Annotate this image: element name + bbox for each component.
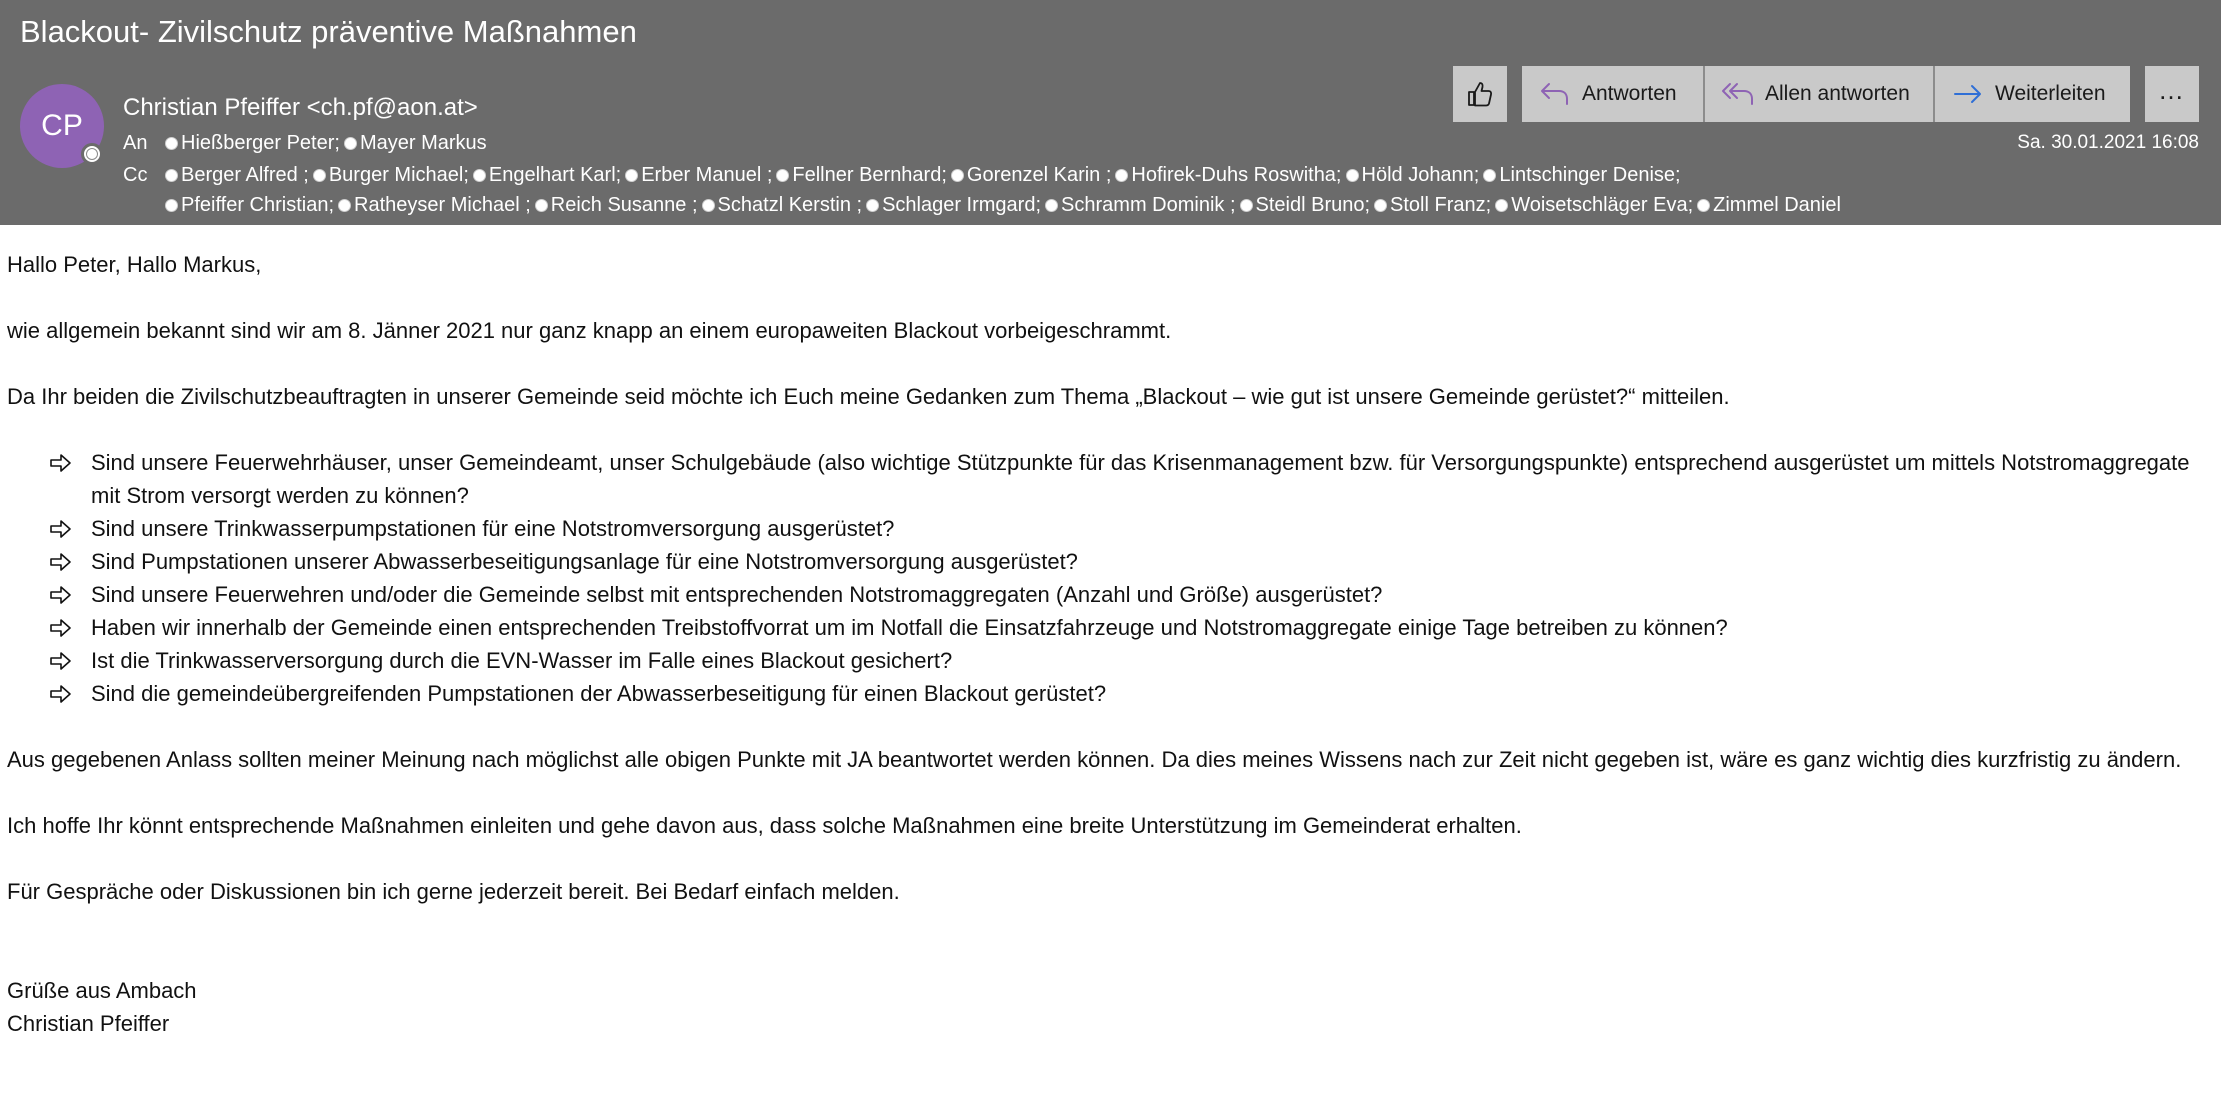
list-item — [7, 512, 2207, 545]
recipient-name: Gorenzel Karin ; — [966, 164, 1112, 186]
presence-dot-icon — [1346, 169, 1359, 182]
avatar-initials: CP — [41, 109, 83, 142]
reply-all-label: Allen antworten — [1765, 82, 1910, 105]
recipient-name: Pfeiffer Christian; — [181, 194, 335, 216]
forward-arrow-icon — [1951, 77, 1985, 111]
like-button[interactable] — [1453, 66, 1507, 122]
list-item-text: Sind unsere Feuerwehren und/oder die Gemeinde selbst mit entsprechenden Notstromaggregaten (Anzahl und Größe) ausgerüstet? — [91, 582, 1383, 607]
recipient-name: Schramm Dominik ; — [1061, 194, 1236, 216]
recipient-name: Berger Alfred ; — [181, 164, 309, 186]
presence-dot-icon — [625, 169, 638, 182]
presence-dot-icon — [344, 137, 357, 150]
presence-dot-icon — [1045, 199, 1058, 212]
to-recipients — [165, 132, 491, 155]
forward-button[interactable] — [1935, 66, 2130, 122]
list-item-text: Sind die gemeindeübergreifenden Pumpstationen der Abwasserbeseitigung für einen Blackout gerüstet? — [91, 681, 1107, 706]
recipient-name: Schlager Irmgard; — [882, 194, 1042, 216]
recipient[interactable] — [338, 194, 531, 217]
recipient[interactable] — [1483, 164, 1680, 187]
arrow-bullet-icon — [49, 518, 73, 540]
recipient[interactable] — [535, 194, 698, 217]
body-paragraph: Für Gespräche oder Diskussionen bin ich gerne jederzeit bereit. Bei Bedarf einfach melden. — [7, 879, 900, 904]
recipient[interactable] — [1045, 194, 1235, 217]
body-paragraph: Da Ihr beiden die Zivilschutzbeauftragten in unserer Gemeinde seid möchte ich Euch meine Gedanken zum Thema „Blackout – wie gut ist unsere Gemeinde gerüstet?“ mitteilen. — [7, 384, 1730, 409]
list-item-text: Haben wir innerhalb der Gemeinde einen entsprechenden Treibstoffvorrat um im Notfall die Einsatzfahrzeuge und Notstromaggregate einige Tage betreiben zu können? — [91, 615, 1728, 640]
recipient[interactable] — [165, 164, 309, 187]
list-item-text: Sind unsere Feuerwehrhäuser, unser Gemeindeamt, unser Schulgebäude (also wichtige Stützpunkte für das Krisenmanagement bzw. für Versorgungspunkte) entsprechend ausgerüstet um mittels Notstromaggregate mit Strom versorgt werden zu können? — [91, 450, 2190, 508]
recipient-name: Ratheyser Michael ; — [354, 194, 531, 216]
message-date: Sa. 30.01.2021 16:08 — [2017, 132, 2199, 153]
presence-dot-icon — [702, 199, 715, 212]
to-label: An — [123, 132, 148, 154]
recipient[interactable] — [165, 194, 334, 217]
recipient[interactable] — [1374, 194, 1491, 217]
recipient-name: Engelhart Karl; — [488, 164, 622, 186]
recipient-name: Schatzl Kerstin ; — [717, 194, 863, 216]
more-icon: … — [2158, 75, 2186, 105]
presence-dot-icon — [473, 169, 486, 182]
signature-block — [7, 974, 2207, 1040]
recipient-name: Zimmel Daniel — [1713, 194, 1841, 216]
list-item — [7, 578, 2207, 611]
message-subject: Blackout- Zivilschutz präventive Maßnahmen — [20, 14, 637, 49]
presence-dot-icon — [866, 199, 879, 212]
recipient[interactable] — [776, 164, 947, 187]
arrow-bullet-icon — [49, 452, 73, 474]
forward-label: Weiterleiten — [1995, 82, 2106, 105]
presence-dot-icon — [535, 199, 548, 212]
list-item-text: Ist die Trinkwasserversorgung durch die EVN-Wasser im Falle eines Blackout gesichert? — [91, 648, 953, 673]
presence-dot-icon — [165, 169, 178, 182]
sender-name[interactable]: Christian Pfeiffer <ch.pf@aon.at> — [123, 94, 478, 121]
thumbs-up-icon — [1463, 77, 1497, 111]
reply-all-button[interactable] — [1705, 66, 1933, 122]
recipient-name: Hießberger Peter; — [181, 132, 340, 154]
recipient[interactable] — [344, 132, 487, 155]
recipient[interactable] — [702, 194, 863, 217]
presence-dot-icon — [165, 199, 178, 212]
recipient[interactable] — [1697, 194, 1841, 217]
recipient-name: Reich Susanne ; — [550, 194, 698, 216]
arrow-bullet-icon — [49, 650, 73, 672]
recipient-name: Mayer Markus — [359, 132, 487, 154]
presence-dot-icon — [1495, 199, 1508, 212]
presence-dot-icon — [776, 169, 789, 182]
list-item — [7, 545, 2207, 578]
presence-dot-icon — [165, 137, 178, 150]
recipient[interactable] — [1115, 164, 1341, 187]
recipient-name: Höld Johann; — [1361, 164, 1480, 186]
recipient[interactable] — [313, 164, 469, 187]
cc-recipients-line-2 — [165, 194, 1845, 217]
reply-label: Antworten — [1582, 82, 1677, 105]
message-header — [0, 0, 2221, 225]
reply-button[interactable] — [1522, 66, 1703, 122]
recipient-name: Stoll Franz; — [1390, 194, 1492, 216]
reply-all-icon — [1721, 77, 1755, 111]
presence-dot-icon — [313, 169, 326, 182]
presence-dot-icon — [1374, 199, 1387, 212]
presence-dot-icon — [1483, 169, 1496, 182]
closing: Grüße aus Ambach — [7, 978, 197, 1003]
arrow-bullet-icon — [49, 551, 73, 573]
recipient-name: Hofirek-Duhs Roswitha; — [1131, 164, 1342, 186]
body-paragraph: wie allgemein bekannt sind wir am 8. Jänner 2021 nur ganz knapp an einem europaweiten Blackout vorbeigeschrammt. — [7, 318, 1172, 343]
reply-icon — [1538, 77, 1572, 111]
recipient[interactable] — [1495, 194, 1693, 217]
arrow-bullet-icon — [49, 683, 73, 705]
recipient[interactable] — [473, 164, 621, 187]
recipient[interactable] — [1346, 164, 1480, 187]
list-item — [7, 677, 2207, 710]
presence-dot-icon — [338, 199, 351, 212]
recipient-name: Steidl Bruno; — [1255, 194, 1371, 216]
body-paragraph: Ich hoffe Ihr könnt entsprechende Maßnahmen einleiten und gehe davon aus, dass solche Maßnahmen eine breite Unterstützung im Gemeinderat erhalten. — [7, 813, 1522, 838]
recipient[interactable] — [625, 164, 772, 187]
list-item-text: Sind Pumpstationen unserer Abwasserbeseitigungsanlage für eine Notstromversorgung ausgerüstet? — [91, 549, 1078, 574]
recipient-name: Burger Michael; — [328, 164, 469, 186]
recipient-name: Fellner Bernhard; — [792, 164, 947, 186]
list-item — [7, 644, 2207, 677]
body-paragraph: Aus gegebenen Anlass sollten meiner Meinung nach möglichst alle obigen Punkte mit JA beantwortet werden können. Da dies meines Wissens nach zur Zeit nicht gegeben ist, wäre es ganz wichtig dies kurzfristig zu ändern. — [7, 747, 2182, 772]
recipient-name: Lintschinger Denise; — [1499, 164, 1681, 186]
recipient[interactable] — [165, 132, 340, 155]
signature-name: Christian Pfeiffer — [7, 1011, 170, 1036]
recipient-name: Erber Manuel ; — [641, 164, 773, 186]
presence-dot-icon — [1240, 199, 1253, 212]
more-actions-button[interactable] — [2145, 66, 2199, 122]
arrow-bullet-icon — [49, 617, 73, 639]
cc-recipients-line-1 — [165, 164, 1685, 187]
cc-label: Cc — [123, 164, 148, 186]
presence-dot-icon — [951, 169, 964, 182]
recipient[interactable] — [1240, 194, 1371, 217]
presence-dot-icon — [1115, 169, 1128, 182]
greeting: Hallo Peter, Hallo Markus, — [7, 252, 262, 277]
recipient[interactable] — [866, 194, 1041, 217]
presence-status-icon — [81, 143, 103, 165]
question-list — [7, 446, 2207, 710]
message-body — [7, 248, 2207, 1040]
list-item — [7, 611, 2207, 644]
list-item-text: Sind unsere Trinkwasserpumpstationen für eine Notstromversorgung ausgerüstet? — [91, 516, 895, 541]
recipient[interactable] — [951, 164, 1112, 187]
arrow-bullet-icon — [49, 584, 73, 606]
presence-dot-icon — [1697, 199, 1710, 212]
list-item — [7, 446, 2207, 512]
recipient-name: Woisetschläger Eva; — [1511, 194, 1694, 216]
